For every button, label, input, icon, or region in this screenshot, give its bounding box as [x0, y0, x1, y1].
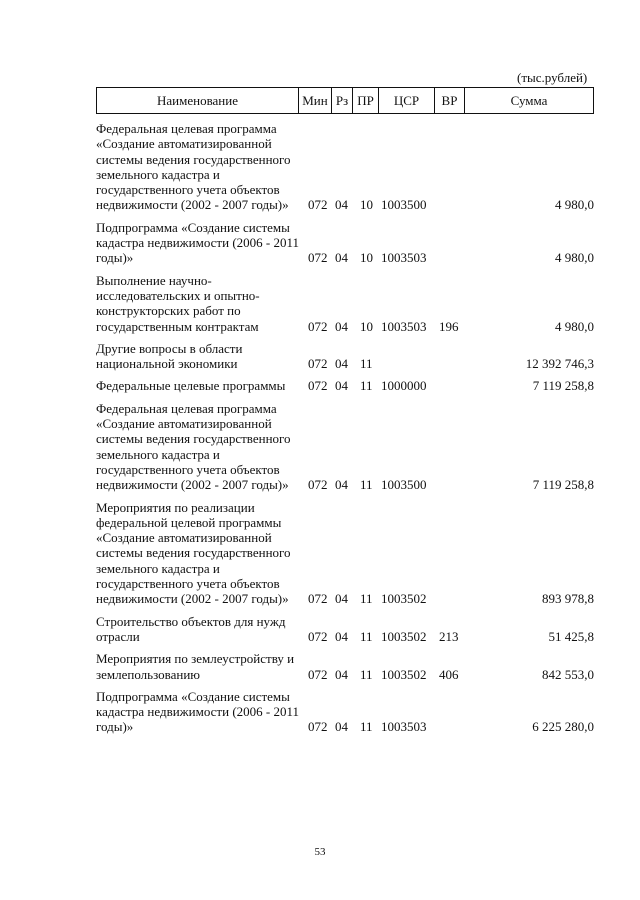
- table-row: [96, 651, 594, 682]
- row-codes: [96, 378, 594, 393]
- row-codes: [96, 477, 594, 492]
- row-rz: 04: [335, 378, 348, 394]
- header-min: Мин: [299, 88, 332, 113]
- row-min: 072: [308, 628, 328, 644]
- table-row: [96, 121, 594, 213]
- row-rz: 04: [335, 719, 348, 735]
- row-sum: 893 978,8: [542, 591, 594, 607]
- table-body: [96, 121, 594, 742]
- row-min: 072: [308, 318, 328, 334]
- row-csr: 1003503: [381, 719, 427, 735]
- row-name: Федеральные целевые программы: [96, 378, 286, 394]
- row-codes: [96, 319, 594, 334]
- row-pr: 10: [360, 250, 373, 266]
- header-csr: ЦСР: [379, 88, 435, 113]
- row-codes: [96, 197, 594, 212]
- row-codes: [96, 591, 594, 606]
- row-sum: 12 392 746,3: [525, 356, 594, 372]
- row-sum: 7 119 258,8: [532, 378, 594, 394]
- row-vr: 196: [439, 318, 459, 334]
- table-row: [96, 220, 594, 266]
- row-rz: 04: [335, 356, 348, 372]
- row-sum: 842 553,0: [542, 666, 594, 682]
- table-row: [96, 378, 594, 393]
- header-vr: ВР: [435, 88, 465, 113]
- units-label: (тыс.рублей): [517, 70, 588, 85]
- row-name: Выполнение научно-исследовательских и опытно-конструкторских работ по государственным контрактам: [96, 272, 260, 334]
- row-vr: 406: [439, 666, 459, 682]
- row-sum: 4 980,0: [555, 250, 594, 266]
- row-name: Другие вопросы в области национальной экономики: [96, 340, 243, 372]
- row-name: Подпрограмма «Создание системы кадастра недвижимости (2006 - 2011 годы)»: [96, 219, 299, 266]
- row-pr: 11: [360, 666, 373, 682]
- header-sum: Сумма: [510, 92, 548, 108]
- row-csr: 1003502: [381, 666, 427, 682]
- row-pr: 11: [360, 591, 373, 607]
- row-min: 072: [308, 477, 328, 493]
- row-sum: 4 980,0: [555, 197, 594, 213]
- row-name: Мероприятия по реализации федеральной целевой программы «Создание автоматизированной системы ведения государственного земельного кадастра и государственного учета объектов недвижимости (2002 - 2007 годы)»: [96, 499, 291, 607]
- row-name: Федеральная целевая программа «Создание автоматизированной системы ведения государственного земельного кадастра и государственного учета объектов недвижимости (2002 - 2007 годы)»: [96, 121, 291, 213]
- table-header: [96, 87, 594, 114]
- row-min: 072: [308, 250, 328, 266]
- row-rz: 04: [335, 628, 348, 644]
- row-csr: 1003500: [381, 477, 427, 493]
- row-pr: 11: [360, 378, 373, 394]
- row-sum: 4 980,0: [555, 318, 594, 334]
- row-name: Строительство объектов для нужд отрасли: [96, 613, 286, 644]
- row-pr: 11: [360, 628, 373, 644]
- row-sum: 6 225 280,0: [532, 719, 594, 735]
- row-csr: 1003502: [381, 628, 427, 644]
- row-rz: 04: [335, 197, 348, 213]
- table-row: [96, 273, 594, 334]
- row-rz: 04: [335, 318, 348, 334]
- row-name: Подпрограмма «Создание системы кадастра недвижимости (2006 - 2011 годы)»: [96, 688, 299, 735]
- row-codes: [96, 356, 594, 371]
- row-pr: 10: [360, 197, 373, 213]
- table-row: [96, 341, 594, 372]
- row-pr: 11: [360, 356, 373, 372]
- table-row: [96, 689, 594, 735]
- row-min: 072: [308, 591, 328, 607]
- row-csr: 1003503: [381, 250, 427, 266]
- header-pr: ПР: [353, 88, 379, 113]
- row-csr: 1003500: [381, 197, 427, 213]
- header-name: Наименование: [97, 88, 299, 113]
- table-row: [96, 614, 594, 645]
- row-pr: 10: [360, 318, 373, 334]
- row-codes: [96, 629, 594, 644]
- row-rz: 04: [335, 250, 348, 266]
- row-codes: [96, 667, 594, 682]
- row-rz: 04: [335, 477, 348, 493]
- row-min: 072: [308, 719, 328, 735]
- header-rz: Рз: [332, 88, 353, 113]
- row-min: 072: [308, 378, 328, 394]
- row-min: 072: [308, 666, 328, 682]
- table-row: [96, 500, 594, 607]
- row-pr: 11: [360, 477, 373, 493]
- row-csr: 1000000: [381, 378, 427, 394]
- row-name: Федеральная целевая программа «Создание автоматизированной системы ведения государственного земельного кадастра и государственного учета объектов недвижимости (2002 - 2007 годы)»: [96, 400, 291, 493]
- row-pr: 11: [360, 719, 373, 735]
- table-row: [96, 401, 594, 493]
- row-name: Мероприятия по землеустройству и землепользованию: [96, 651, 295, 682]
- row-rz: 04: [335, 666, 348, 682]
- row-csr: 1003502: [381, 591, 427, 607]
- row-codes: [96, 719, 594, 734]
- row-codes: [96, 250, 594, 265]
- row-sum: 7 119 258,8: [532, 477, 594, 493]
- row-csr: 1003503: [381, 318, 427, 334]
- row-min: 072: [308, 356, 328, 372]
- row-min: 072: [308, 197, 328, 213]
- page-number: 53: [314, 846, 326, 858]
- row-rz: 04: [335, 591, 348, 607]
- row-vr: 213: [439, 628, 459, 644]
- row-sum: 51 425,8: [548, 628, 594, 644]
